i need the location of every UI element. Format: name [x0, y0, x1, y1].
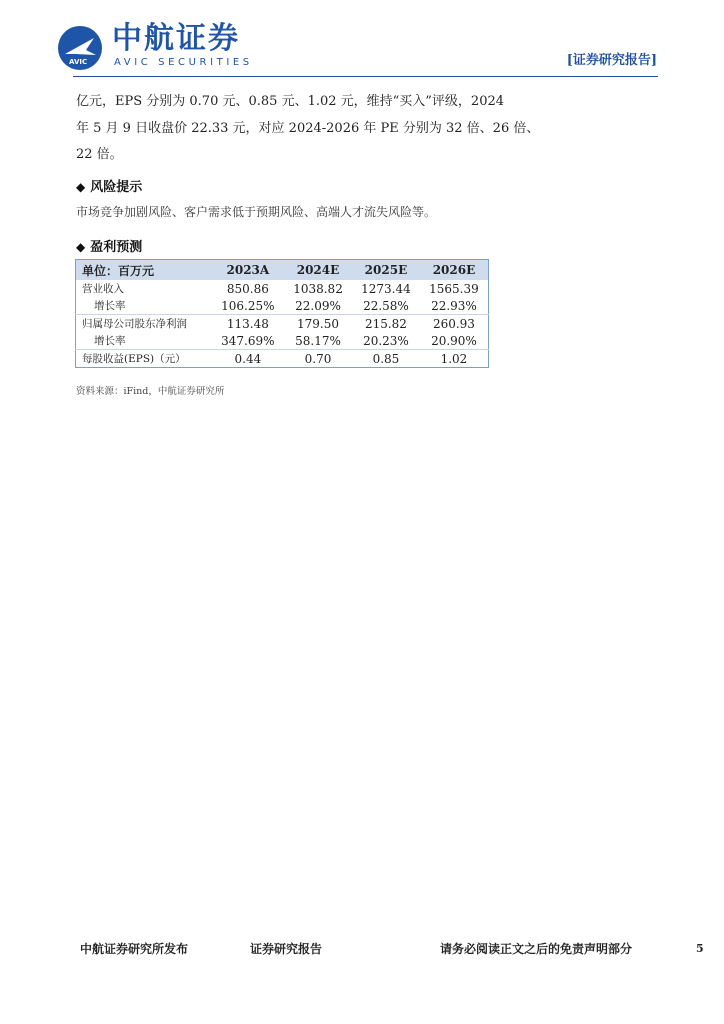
table-cell: 0.70	[284, 350, 352, 368]
diamond-bullet-icon: ◆	[76, 180, 86, 194]
table-header-row	[76, 260, 489, 281]
row-label: 归属母公司股东净利润	[76, 315, 212, 333]
footer-disclaimer: 请务必阅读正文之后的免责声明部分	[440, 942, 633, 956]
table-cell: 347.69%	[221, 333, 275, 348]
table-cell: 0.85	[352, 350, 420, 368]
table-cell: 22.58%	[363, 298, 409, 313]
table-header-cell: 2023A	[212, 260, 284, 281]
table-cell: 260.93	[420, 315, 489, 333]
report-type-tag: [证券研究报告]	[566, 53, 657, 68]
table-cell: 22.93%	[431, 298, 477, 313]
table-cell: 1273.44	[361, 281, 411, 296]
footer-doc-type: 证券研究报告	[250, 942, 323, 956]
row-label: 营业收入	[82, 283, 124, 295]
table-cell: 22.09%	[295, 298, 341, 313]
table-header-cell: 2026E	[420, 260, 489, 281]
page-header	[0, 0, 724, 80]
risk-heading-text: 风险提示	[90, 180, 143, 195]
header-divider	[73, 76, 658, 77]
svg-text:AVIC: AVIC	[69, 58, 88, 66]
logo-english-name: AVIC SECURITIES	[114, 57, 253, 68]
intro-line: 22 倍。	[76, 147, 123, 162]
row-label: 每股收益(EPS)（元）	[76, 350, 212, 368]
table-source-note: 资料来源：iFind，中航证券研究所	[76, 386, 225, 397]
table-cell: 0.44	[212, 350, 284, 368]
table-cell: 1038.82	[293, 281, 343, 296]
forecast-heading	[76, 236, 142, 255]
table-row	[76, 280, 489, 297]
intro-paragraph	[76, 89, 540, 169]
page-footer	[0, 936, 724, 966]
table-header-cell: 2025E	[352, 260, 420, 281]
table-cell: 1565.39	[429, 281, 479, 296]
row-label: 增长率	[94, 300, 126, 312]
forecast-heading-text: 盈利预测	[90, 240, 143, 255]
table-cell: 20.90%	[431, 333, 477, 348]
footer-publisher: 中航证券研究所发布	[80, 942, 189, 956]
intro-line: 年 5 月 9 日收盘价 22.33 元，对应 2024-2026 年 PE 分别为 32 倍、26 倍、	[76, 120, 540, 136]
table-cell: 215.82	[352, 315, 420, 333]
page-number: 5	[696, 942, 704, 955]
table-cell: 179.50	[284, 315, 352, 333]
table-cell: 850.86	[226, 281, 269, 296]
diamond-bullet-icon: ◆	[76, 240, 86, 254]
table-cell: 106.25%	[221, 298, 275, 313]
earnings-forecast-table	[75, 259, 489, 368]
table-cell: 1.02	[420, 350, 489, 368]
table-row	[76, 350, 489, 368]
row-label: 增长率	[94, 335, 126, 347]
logo-chinese-name: 中航证券	[112, 21, 240, 56]
intro-line: 亿元，EPS 分别为 0.70 元、0.85 元、1.02 元，维持“买入”评级，2024	[76, 94, 505, 109]
table-header-cell: 2024E	[284, 260, 352, 281]
table-cell: 58.17%	[295, 333, 341, 348]
table-row	[76, 315, 489, 333]
avic-logo	[56, 22, 256, 72]
risk-heading	[76, 176, 142, 195]
table-header-cell: 单位：百万元	[76, 260, 212, 281]
table-row	[76, 332, 489, 350]
avic-logo-icon	[56, 24, 104, 72]
table-cell: 113.48	[212, 315, 284, 333]
risk-text: 市场竞争加剧风险、客户需求低于预期风险、高端人才流失风险等。	[76, 205, 437, 219]
table-cell: 20.23%	[363, 333, 409, 348]
table-row	[76, 297, 489, 315]
